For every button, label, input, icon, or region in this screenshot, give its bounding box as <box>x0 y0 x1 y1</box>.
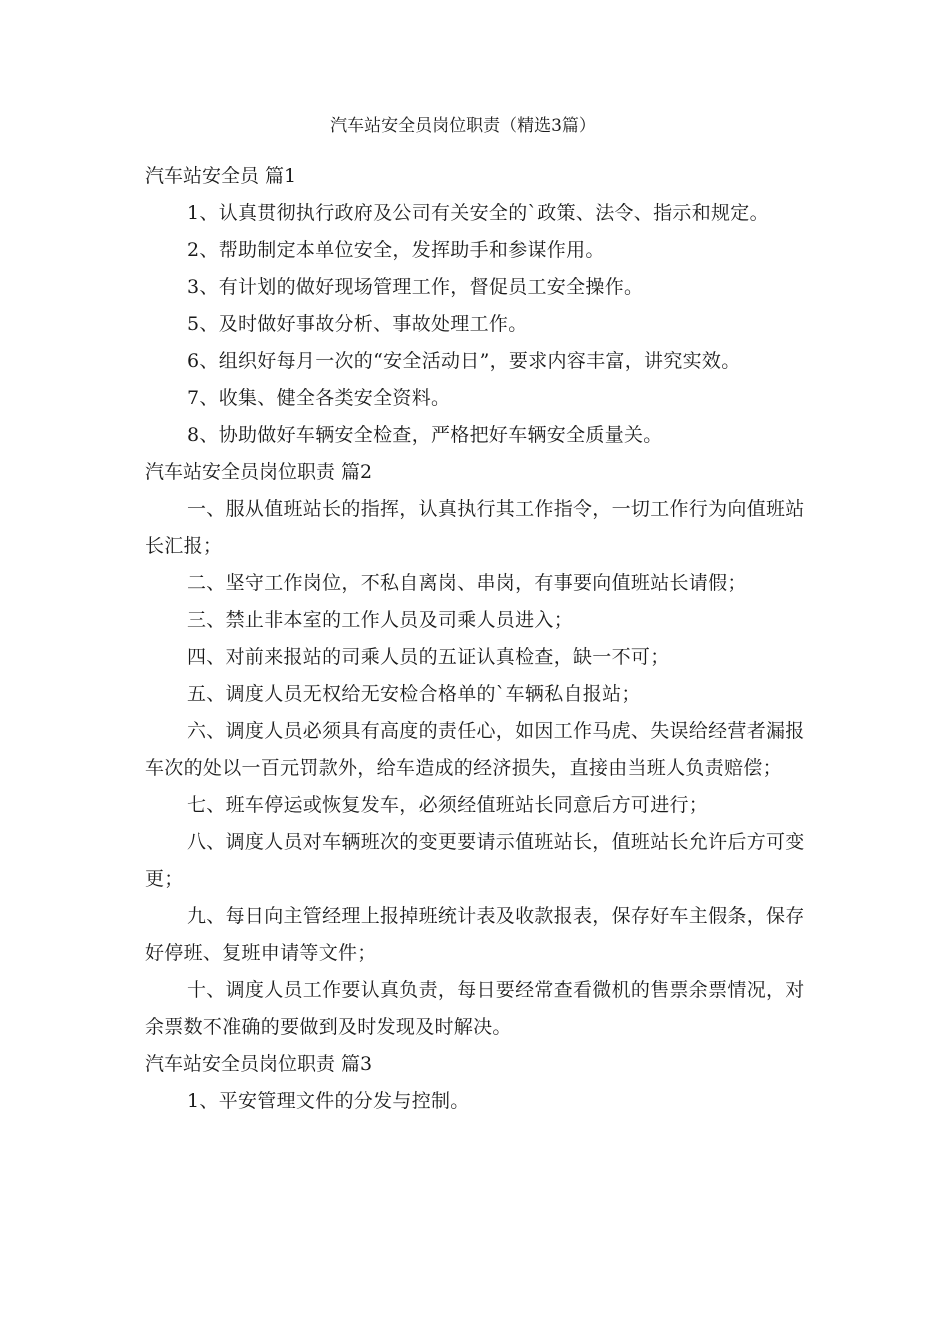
paragraph: 三、禁止非本室的工作人员及司乘人员进入； <box>187 609 574 631</box>
paragraph: 十、调度人员工作要认真负责，每日要经常查看微机的售票余票情况，对余票数不准确的要做到及时发现及时解决。 <box>145 979 805 1038</box>
paragraph: 四、对前来报站的司乘人员的五证认真检查，缺一不可； <box>187 646 670 668</box>
paragraph: 6、组织好每月一次的“安全活动日”，要求内容丰富，讲究实效。 <box>187 350 741 372</box>
paragraph: 1、平安管理文件的分发与控制。 <box>187 1090 470 1112</box>
section-heading: 汽车站安全员岗位职责 篇3 <box>145 1053 373 1075</box>
paragraph: 5、及时做好事故分析、事故处理工作。 <box>187 313 528 335</box>
paragraph: 七、班车停运或恢复发车，必须经值班站长同意后方可进行； <box>187 794 709 816</box>
paragraph: 7、收集、健全各类安全资料。 <box>187 387 451 409</box>
document-body <box>145 158 820 1120</box>
section-1 <box>145 158 820 454</box>
paragraph: 1、认真贯彻执行政府及公司有关安全的`政策、法令、指示和规定。 <box>187 202 769 224</box>
paragraph: 六、调度人员必须具有高度的责任心，如因工作马虎、失误给经营者漏报车次的处以一百元罚款外，给车造成的经济损失，直接由当班人负责赔偿； <box>145 720 805 779</box>
section-2 <box>145 454 820 1046</box>
paragraph: 2、帮助制定本单位安全，发挥助手和参谋作用。 <box>187 239 605 261</box>
paragraph: 九、每日向主管经理上报掉班统计表及收款报表，保存好车主假条，保存好停班、复班申请等文件； <box>145 905 805 964</box>
paragraph: 五、调度人员无权给无安检合格单的`车辆私自报站； <box>187 683 641 705</box>
paragraph: 3、有计划的做好现场管理工作，督促员工安全操作。 <box>187 276 644 298</box>
document-title: 汽车站安全员岗位职责（精选3篇） <box>330 116 596 136</box>
section-heading: 汽车站安全员岗位职责 篇2 <box>145 461 373 483</box>
paragraph: 8、协助做好车辆安全检查，严格把好车辆安全质量关。 <box>187 424 663 446</box>
paragraph: 八、调度人员对车辆班次的变更要请示值班站长，值班站长允许后方可变更； <box>145 831 805 890</box>
section-3 <box>145 1046 820 1120</box>
paragraph: 一、服从值班站长的指挥，认真执行其工作指令，一切工作行为向值班站长汇报； <box>145 498 805 557</box>
paragraph: 二、坚守工作岗位，不私自离岗、串岗，有事要向值班站长请假； <box>187 572 747 594</box>
section-heading: 汽车站安全员 篇1 <box>145 165 297 187</box>
